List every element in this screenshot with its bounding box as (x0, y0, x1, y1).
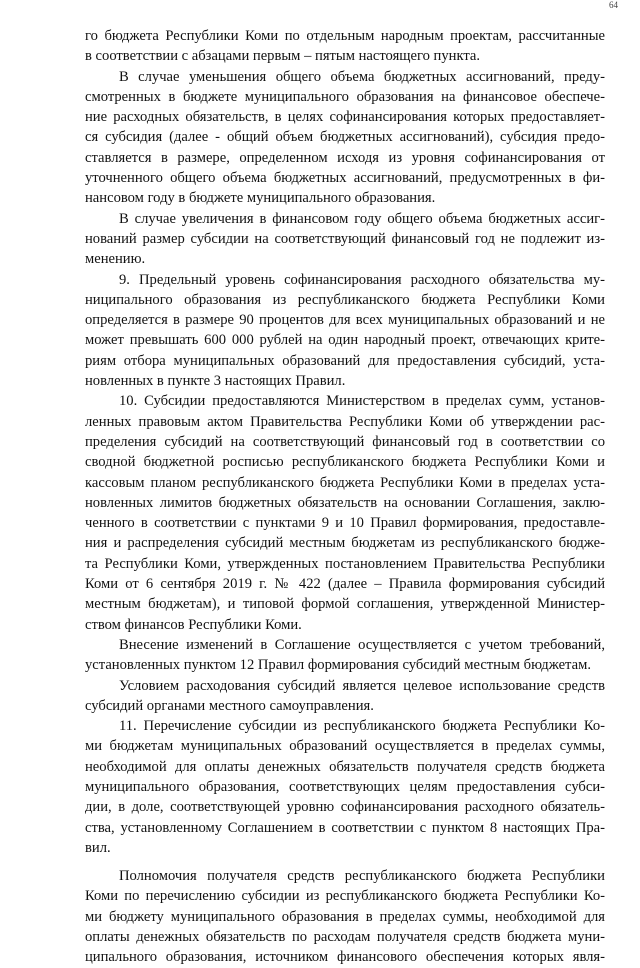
text-line: ленных правовым актом Правительства Республики Коми об утверждении рас- (85, 413, 605, 430)
text-line: нований размер субсидии на соответствующий финансовый год не подлежит из- (85, 230, 605, 247)
text-line: ства, установленному Соглашением в соответствии с пунктом 8 настоящих Пра- (85, 819, 605, 836)
document-body (85, 26, 605, 968)
text-line: ством финансов Республики Коми. (85, 616, 302, 633)
text-line: ми бюджету муниципального образования в пределах суммы, необходимой для (85, 908, 605, 925)
text-line: кассовым планом республиканского бюджета Республики Коми в пределах уста- (85, 474, 605, 491)
text-line: ставляется в размере, определенном исходя из уровня софинансирования от (85, 149, 605, 166)
text-line: та Республики Коми, утвержденных постановлением Правительства Республики (85, 555, 605, 572)
text-line: Внесение изменений в Соглашение осуществляется с учетом требований, (119, 636, 605, 653)
text-line: в соответствии с абзацами первым – пятым настоящего пункта. (85, 48, 481, 65)
text-line: оплаты денежных обязательств по расходам получателя средств бюджета муни- (85, 929, 605, 946)
text-line: ципального образования, источником финансового обеспечения которых явля- (85, 949, 605, 966)
text-line: новленных в пункте 3 настоящих Правил. (85, 373, 346, 390)
text-line: менению. (85, 251, 146, 268)
text-line: новленных лимитов бюджетных обязательств на основании Соглашения, заклю- (85, 494, 605, 511)
text-line: Коми от 6 сентября 2019 г. № 422 (далее – Правила формирования субсидий (85, 576, 605, 593)
text-line: ся субсидия (далее - общий объем бюджетных ассигнований), субсидия предо- (85, 129, 605, 146)
text-line: В случае уменьшения общего объема бюджетных ассигнований, преду- (119, 68, 605, 85)
text-line: установленных пунктом 12 Правил формирования субсидий местным бюджетам. (85, 657, 591, 674)
text-line: муниципального образования, соответствующих целям предоставления субси- (85, 778, 605, 795)
text-line: ми бюджетам муниципальных образований осуществляется в пределах суммы, (85, 738, 605, 755)
text-line: нансовом году в бюджете муниципального образования. (85, 190, 436, 207)
text-line: 10. Субсидии предоставляются Министерством в пределах сумм, установ- (119, 393, 605, 410)
text-line: необходимой для оплаты денежных обязательств получателя средств бюджета (85, 758, 605, 775)
text-line: ния и распределения субсидий местным бюджетам из республиканского бюдже- (85, 535, 605, 552)
text-line: го бюджета Республики Коми по отдельным народным проектам, рассчитанные (85, 28, 605, 44)
text-line: риям отбора муниципальных образований для предоставления субсидий, уста- (85, 352, 605, 369)
paragraph-gap (85, 858, 605, 866)
text-line: 9. Предельный уровень софинансирования расходного обязательства му- (119, 271, 605, 288)
text-line: субсидий органами местного самоуправления. (85, 697, 374, 714)
text-line: 11. Перечисление субсидии из республиканского бюджета Республики Ко- (119, 718, 605, 735)
text-line: уточненного общего объема бюджетных ассигнований, предусмотренных в фи- (85, 170, 605, 187)
text-line: ниципального образования из республиканского бюджета Республики Коми (85, 291, 605, 308)
text-line: может превышать 600 000 рублей на один народный проект, отвечающих крите- (85, 332, 605, 349)
text-line: Условием расходования субсидий является целевое использование средств (119, 677, 605, 694)
text-line: Коми по перечислению субсидии из республиканского бюджета Республики Ко- (85, 888, 605, 905)
text-line: ченного в соответствии с пунктами 9 и 10 Правил формирования, предоставле- (85, 515, 605, 532)
text-line: пределения субсидий на соответствующий финансовый год в соответствии со (85, 433, 605, 450)
text-line: ние расходных обязательств, в целях софинансирования которых предоставляет- (85, 109, 605, 126)
text-line: В случае увеличения в финансовом году общего объема бюджетных ассиг- (119, 210, 605, 227)
text-line: местным бюджетам), и типовой формой соглашения, утвержденной Министер- (85, 596, 605, 613)
text-line: смотренных в бюджете муниципального образования на финансовое обеспече- (85, 88, 605, 105)
text-line: дии, в доле, соответствующей уровню софинансирования расходного обязатель- (85, 799, 605, 816)
text-line: определяется в размере 90 процентов для всех муниципальных образований и не (85, 312, 605, 329)
text-line: Полномочия получателя средств республиканского бюджета Республики (119, 868, 605, 885)
page-number: 64 (609, 0, 618, 10)
text-line: вил. (85, 839, 111, 856)
text-line: сводной бюджетной росписью республиканского бюджета Республики Коми и (85, 454, 605, 471)
